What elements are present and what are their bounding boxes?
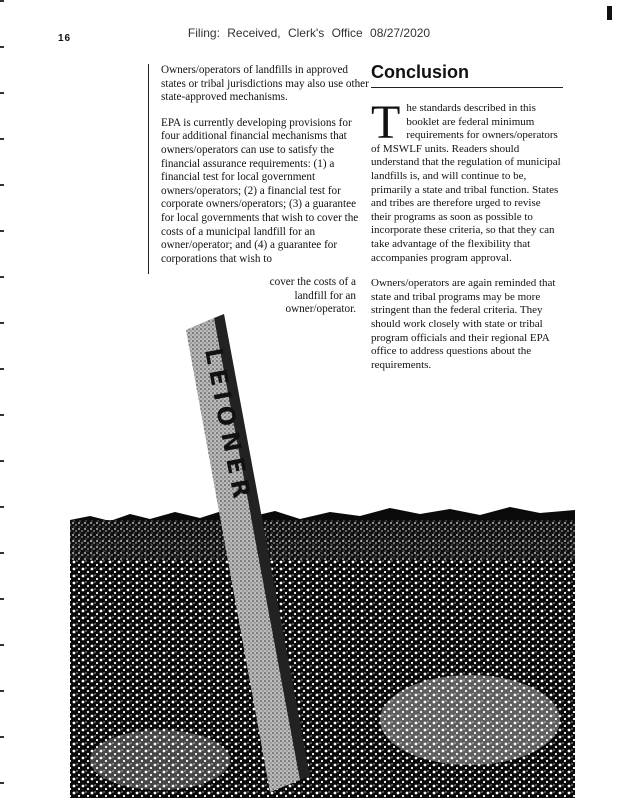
- conclusion-paragraph-1: [371, 96, 563, 265]
- drop-cap: T: [371, 96, 401, 149]
- filing-stamp: Filing: Received, Clerk's Office 08/27/2020: [187, 26, 431, 40]
- conclusion-body: [371, 96, 563, 372]
- conclusion-heading: Conclusion: [371, 62, 563, 88]
- left-paragraph-2-continued: cover the costs of a landfill for an owner/operator.: [269, 276, 356, 316]
- post-lettering: LEIONER: [199, 345, 257, 507]
- conclusion-section: [371, 62, 563, 384]
- left-paragraph-2: EPA is currently developing provisions for four additional financial mechanisms that owners/operators can use to satisfy the financial assurance requirements: (1) a financial test for local government owners/operators; (2) a financial test for corporate owners/operators; (3) a guarantee for local governments that wish to cover the costs of a municipal landfill for an owner/operator; and (4) a guarantee for corporations that wish to: [161, 116, 359, 265]
- conclusion-paragraph-2: Owners/operators are again reminded that state and tribal programs may be more stringent than the federal criteria. They should work closely with state or tribal program officials and their regional EPA office to address questions about the requirements.: [371, 277, 556, 371]
- left-column: [148, 64, 369, 274]
- page-number: 16: [58, 33, 72, 44]
- conclusion-paragraph-1-text: he standards described in this booklet are federal minimum requirements for owners/operators of MSWLF units. Readers should understand that the regulation of municipal landfills is, and will continue to be, primarily a state and tribal function. States and tribes are therefore urged to revise their programs as soon as possible to incorporate these criteria, so that they can take advantage of the flexibility that accompanies program approval.: [371, 102, 561, 264]
- left-paragraph-1: Owners/operators of landfills in approved states or tribal jurisdictions may also use other state-approved mechanisms.: [161, 64, 369, 104]
